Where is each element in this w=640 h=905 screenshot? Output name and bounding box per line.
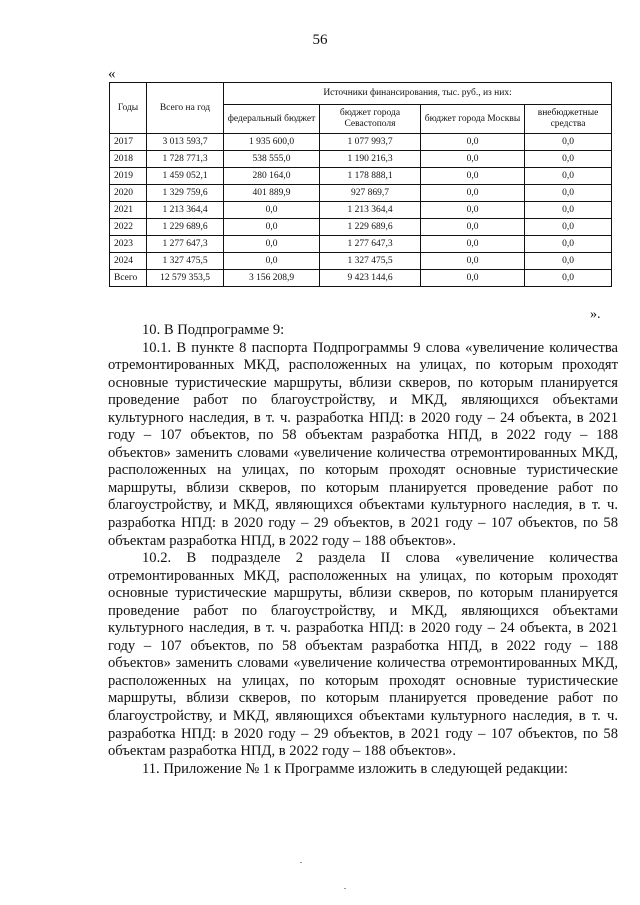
table-total-row (110, 270, 612, 287)
cell-offbudget: 0,0 (525, 202, 612, 219)
cell-total: 1 329 759,6 (147, 185, 224, 202)
cell-federal: 0,0 (224, 236, 320, 253)
cell-moscow: 0,0 (421, 236, 525, 253)
cell-moscow: 0,0 (421, 168, 525, 185)
paragraph-10: 10. В Подпрограмме 9: (142, 322, 285, 338)
cell-year: 2021 (110, 202, 147, 219)
cell-moscow: 0,0 (421, 270, 525, 287)
table-row (110, 236, 612, 253)
cell-sevastopol: 1 213 364,4 (320, 202, 421, 219)
scan-speck (300, 862, 302, 863)
table-row (110, 253, 612, 270)
paragraph-10-1: 10.1. В пункте 8 паспорта Подпрограммы 9 слова «увеличение количества отремонтированных МКД, расположенных на улицах, по которым проходят основные туристические маршруты, вблизи скверов, по которым планируется проведение работ по благоустройству, и МКД, являющихся объектами культурного наследия, в т. ч. разработка НПД: в 2020 году – 24 объекта, в 2021 году – 107 объектов, по 58 объектам разработка НПД, в 2022 году – 188 объектов» заменить словами «увеличение количества отремонтированных МКД, расположенных на улицах, по которым проходят основные туристические маршруты, вблизи скверов, по которым планируется проведение работ по благоустройству, и МКД, являющихся объектами культурного наследия, в т. ч. разработка НПД: в 2020 году – 29 объектов, в 2021 году – 107 объектов, по 58 объектам разработка НПД, в 2022 году – 188 объектов». (108, 339, 618, 549)
cell-moscow: 0,0 (421, 253, 525, 270)
cell-offbudget: 0,0 (525, 151, 612, 168)
header-years: Годы (110, 83, 147, 134)
cell-total: 12 579 353,5 (147, 270, 224, 287)
header-federal: федеральный бюджет (224, 105, 320, 134)
cell-federal: 538 555,0 (224, 151, 320, 168)
paragraph-11: 11. Приложение № 1 к Программе изложить в следующей редакции: (142, 760, 568, 777)
cell-total: 1 728 771,3 (147, 151, 224, 168)
cell-year: 2023 (110, 236, 147, 253)
cell-moscow: 0,0 (421, 185, 525, 202)
cell-moscow: 0,0 (421, 219, 525, 236)
cell-federal: 280 164,0 (224, 168, 320, 185)
table-row (110, 202, 612, 219)
cell-total: 1 459 052,1 (147, 168, 224, 185)
table-row (110, 219, 612, 236)
cell-sevastopol: 1 277 647,3 (320, 236, 421, 253)
page-number: 56 (312, 32, 328, 48)
header-sources: Источники финансирования, тыс. руб., из них: (224, 83, 612, 105)
cell-sevastopol: 1 190 216,3 (320, 151, 421, 168)
cell-offbudget: 0,0 (525, 134, 612, 151)
cell-sevastopol: 1 327 475,5 (320, 253, 421, 270)
cell-offbudget: 0,0 (525, 253, 612, 270)
cell-federal: 0,0 (224, 202, 320, 219)
cell-year: 2024 (110, 253, 147, 270)
cell-total: 1 213 364,4 (147, 202, 224, 219)
cell-year: 2019 (110, 168, 147, 185)
cell-federal: 0,0 (224, 219, 320, 236)
cell-year: 2017 (110, 134, 147, 151)
cell-offbudget: 0,0 (525, 270, 612, 287)
paragraph-10-2: 10.2. В подразделе 2 раздела II слова «увеличение количества отремонтированных МКД, расположенных на улицах, по которым проходят основные туристические маршруты, вблизи скверов, по которым планируется проведение работ по благоустройству, и МКД, являющихся объектами культурного наследия, в т. ч. разработка НПД: в 2020 году – 24 объекта, в 2021 году – 107 объектов, по 58 объектам разработка НПД, в 2022 году – 188 объектов» заменить словами «увеличение количества отремонтированных МКД, расположенных на улицах, по которым проходят основные туристические маршруты, вблизи скверов, по которым планируется проведение работ по благоустройству, и МКД, являющихся объектами культурного наследия, в т. ч. разработка НПД: в 2020 году – 29 объектов, в 2021 году – 107 объектов, по 58 объектам разработка НПД, в 2022 году – 188 объектов». (108, 550, 618, 760)
cell-total: 1 277 647,3 (147, 236, 224, 253)
cell-federal: 3 156 208,9 (224, 270, 320, 287)
cell-sevastopol: 9 423 144,6 (320, 270, 421, 287)
table-row (110, 151, 612, 168)
cell-sevastopol: 1 178 888,1 (320, 168, 421, 185)
cell-year: 2020 (110, 185, 147, 202)
table-row (110, 168, 612, 185)
cell-federal: 0,0 (224, 253, 320, 270)
cell-sevastopol: 1 077 993,7 (320, 134, 421, 151)
cell-year: Всего (110, 270, 147, 287)
cell-offbudget: 0,0 (525, 168, 612, 185)
cell-total: 3 013 593,7 (147, 134, 224, 151)
document-body (108, 322, 618, 778)
cell-year: 2022 (110, 219, 147, 236)
cell-offbudget: 0,0 (525, 236, 612, 253)
cell-federal: 1 935 600,0 (224, 134, 320, 151)
header-total: Всего на год (147, 83, 224, 134)
cell-offbudget: 0,0 (525, 219, 612, 236)
cell-total: 1 229 689,6 (147, 219, 224, 236)
header-sevastopol: бюджет города Севастополя (320, 105, 421, 134)
opening-quote-mark: « (108, 66, 116, 82)
cell-total: 1 327 475,5 (147, 253, 224, 270)
cell-sevastopol: 1 229 689,6 (320, 219, 421, 236)
scan-speck (344, 888, 346, 889)
table-row (110, 134, 612, 151)
cell-moscow: 0,0 (421, 151, 525, 168)
closing-quote-mark: ». (590, 307, 601, 322)
table-row (110, 185, 612, 202)
cell-offbudget: 0,0 (525, 185, 612, 202)
cell-moscow: 0,0 (421, 202, 525, 219)
cell-year: 2018 (110, 151, 147, 168)
header-moscow: бюджет города Москвы (421, 105, 525, 134)
cell-moscow: 0,0 (421, 134, 525, 151)
table-header-row (110, 83, 612, 105)
cell-sevastopol: 927 869,7 (320, 185, 421, 202)
header-offbudget: внебюджетные средства (525, 105, 612, 134)
financing-table (109, 82, 612, 287)
cell-federal: 401 889,9 (224, 185, 320, 202)
